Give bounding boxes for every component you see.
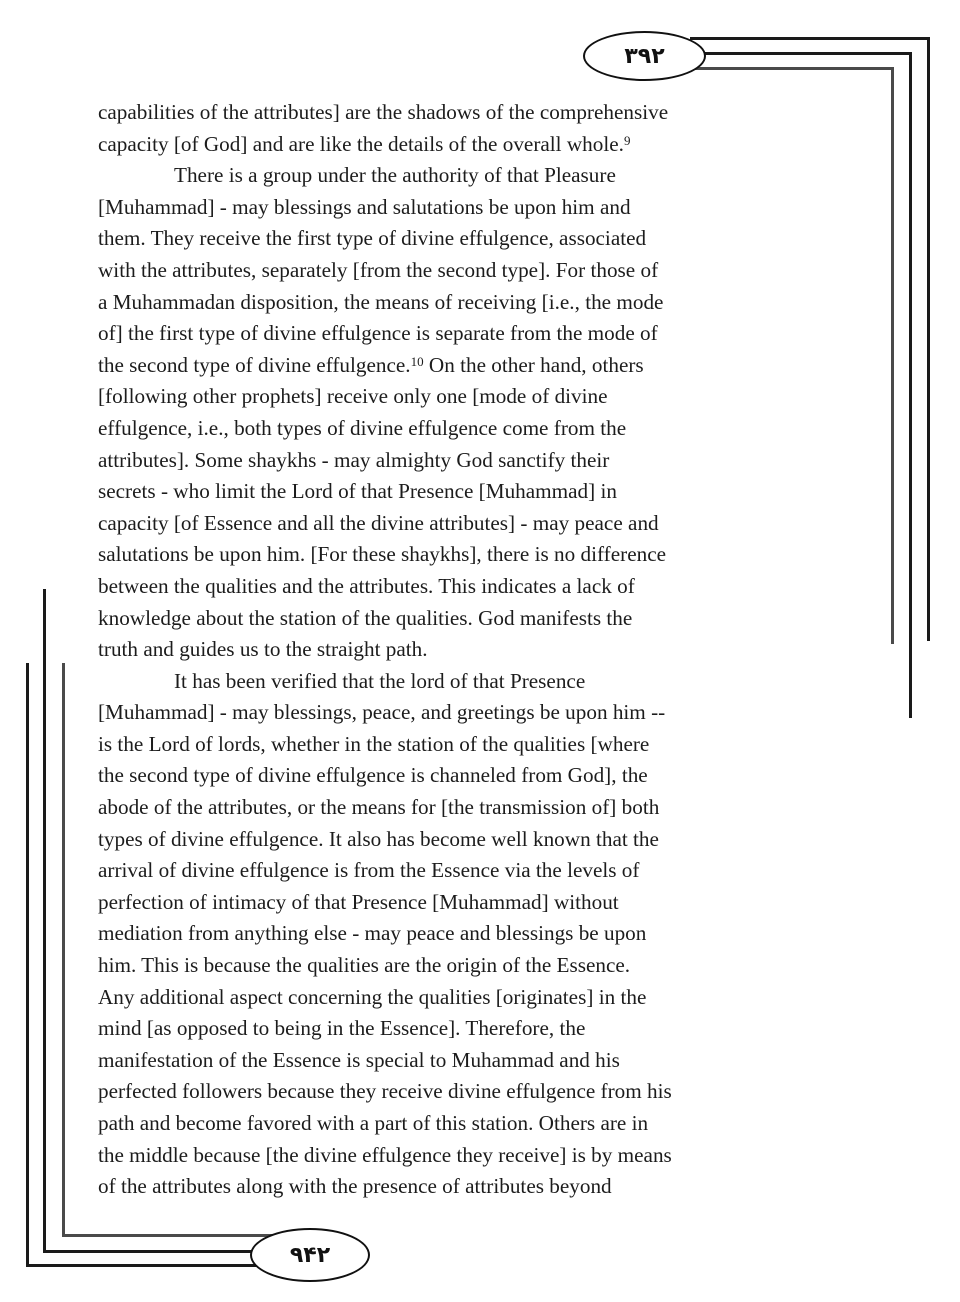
frame-bottom-outer-line	[26, 1264, 266, 1267]
text-line	[98, 192, 856, 224]
text-line-content: There is a group under the authority of that Pleasure	[174, 163, 616, 188]
top-page-number	[583, 31, 706, 81]
text-line	[98, 760, 856, 792]
text-line-content: It has been verified that the lord of that Presence	[174, 668, 586, 693]
text-line-content: a Muhammadan disposition, the means of receiving [i.e., the mode	[98, 289, 664, 314]
text-line	[98, 1171, 856, 1203]
text-line-content: secrets - who limit the Lord of that Presence [Muhammad] in	[98, 479, 617, 504]
text-line-content: [Muhammad] - may blessings, peace, and greetings be upon him --	[98, 700, 666, 725]
text-line	[98, 350, 856, 382]
text-line	[98, 982, 856, 1014]
text-line	[98, 381, 856, 413]
text-line	[98, 539, 856, 571]
text-line	[98, 824, 856, 856]
text-line-content: [Muhammad] - may blessings and salutations be upon him and	[98, 194, 631, 219]
bottom-page-number-text: ۹۴۲	[289, 1242, 331, 1268]
frame-bottom-middle-line	[43, 1250, 263, 1253]
text-line-content: effulgence, i.e., both types of divine effulgence come from the	[98, 415, 627, 440]
paragraph	[98, 666, 856, 1203]
frame-left-inner-line	[62, 663, 65, 1236]
text-line	[98, 792, 856, 824]
text-line-content: the second type of divine effulgence.	[98, 352, 411, 377]
text-line	[98, 476, 856, 508]
text-line-content: capacity [of Essence and all the divine attributes] - may peace and	[98, 510, 659, 535]
text-line-content: between the qualities and the attributes. This indicates a lack of	[98, 573, 635, 598]
text-line-content: types of divine effulgence. It also has become well known that the	[98, 826, 659, 851]
text-line-content: him. This is because the qualities are the origin of the Essence.	[98, 953, 631, 978]
text-line-content: mediation from anything else - may peace and blessings be upon	[98, 921, 647, 946]
text-line	[98, 445, 856, 477]
text-line-content: attributes]. Some shaykhs - may almighty God sanctify their	[98, 447, 610, 472]
frame-top-outer-line	[690, 37, 930, 40]
text-line-continuation: On the other hand, others	[423, 352, 644, 377]
footnote-marker[interactable]: 9	[623, 132, 631, 148]
text-line-content: [following other prophets] receive only one [mode of divine	[98, 384, 608, 409]
text-line-content: capabilities of the attributes] are the shadows of the comprehensive	[98, 100, 669, 124]
bottom-page-number	[250, 1228, 370, 1282]
text-line	[98, 129, 856, 161]
text-line	[98, 1076, 856, 1108]
text-line-content: perfection of intimacy of that Presence [Muhammad] without	[98, 889, 619, 914]
text-line-content: of the attributes along with the presence of attributes beyond	[98, 1174, 612, 1199]
text-line	[98, 287, 856, 319]
text-line-content: path and become favored with a part of this station. Others are in	[98, 1111, 649, 1135]
text-line	[98, 1013, 856, 1045]
text-line	[98, 603, 856, 635]
text-line	[98, 413, 856, 445]
paragraph	[98, 160, 856, 666]
frame-left-middle-line	[43, 589, 46, 1252]
text-line	[98, 97, 856, 129]
text-line-content: abode of the attributes, or the means for [the transmission of] both	[98, 795, 660, 820]
footnote-marker[interactable]: 10	[410, 353, 424, 369]
text-line	[98, 918, 856, 950]
text-line	[98, 634, 856, 666]
text-line	[98, 160, 856, 192]
text-line	[98, 571, 856, 603]
text-line-content: manifestation of the Essence is special to Muhammad and his	[98, 1047, 620, 1072]
text-line-content: mind [as opposed to being in the Essence]. Therefore, the	[98, 1016, 586, 1041]
frame-top-middle-line	[700, 52, 911, 55]
text-line	[98, 855, 856, 887]
text-line	[98, 1045, 856, 1077]
top-page-number-text: ۳۹۲	[624, 43, 665, 69]
text-line	[98, 697, 856, 729]
text-line	[98, 950, 856, 982]
text-line	[98, 1108, 856, 1140]
frame-top-inner-line	[690, 67, 894, 70]
frame-right-inner-line	[891, 67, 894, 644]
text-line	[98, 887, 856, 919]
text-line-content: arrival of divine effulgence is from the Essence via the levels of	[98, 858, 640, 883]
text-line-content: the second type of divine effulgence is channeled from God], the	[98, 763, 648, 788]
text-line-content: capacity [of God] and are like the details of the overall whole.	[98, 131, 624, 156]
text-line-content: salutations be upon him. [For these shaykhs], there is no difference	[98, 542, 667, 567]
text-line	[98, 223, 856, 255]
text-line	[98, 318, 856, 350]
text-line	[98, 255, 856, 287]
paragraph	[98, 97, 856, 160]
text-line	[98, 1140, 856, 1172]
text-line-content: them. They receive the first type of divine effulgence, associated	[98, 226, 647, 251]
frame-left-outer-line	[26, 663, 29, 1267]
text-line-content: perfected followers because they receive divine effulgence from his	[98, 1079, 672, 1104]
text-line-content: Any additional aspect concerning the qualities [originates] in the	[98, 984, 647, 1009]
frame-bottom-inner-line	[62, 1234, 272, 1237]
text-line-content: with the attributes, separately [from the second type]. For those of	[98, 257, 659, 282]
text-line-content: truth and guides us to the straight path.	[98, 637, 428, 662]
text-line	[98, 508, 856, 540]
text-line	[98, 729, 856, 761]
text-line-content: knowledge about the station of the qualities. God manifests the	[98, 605, 633, 630]
text-line-content: the middle because [the divine effulgence they receive] is by means	[98, 1142, 672, 1167]
frame-right-middle-line	[909, 52, 912, 718]
text-line-content: is the Lord of lords, whether in the station of the qualities [where	[98, 731, 650, 756]
body-text	[98, 97, 856, 1203]
text-line	[98, 666, 856, 698]
frame-right-outer-line	[927, 37, 930, 641]
text-line-content: of] the first type of divine effulgence is separate from the mode of	[98, 321, 658, 346]
